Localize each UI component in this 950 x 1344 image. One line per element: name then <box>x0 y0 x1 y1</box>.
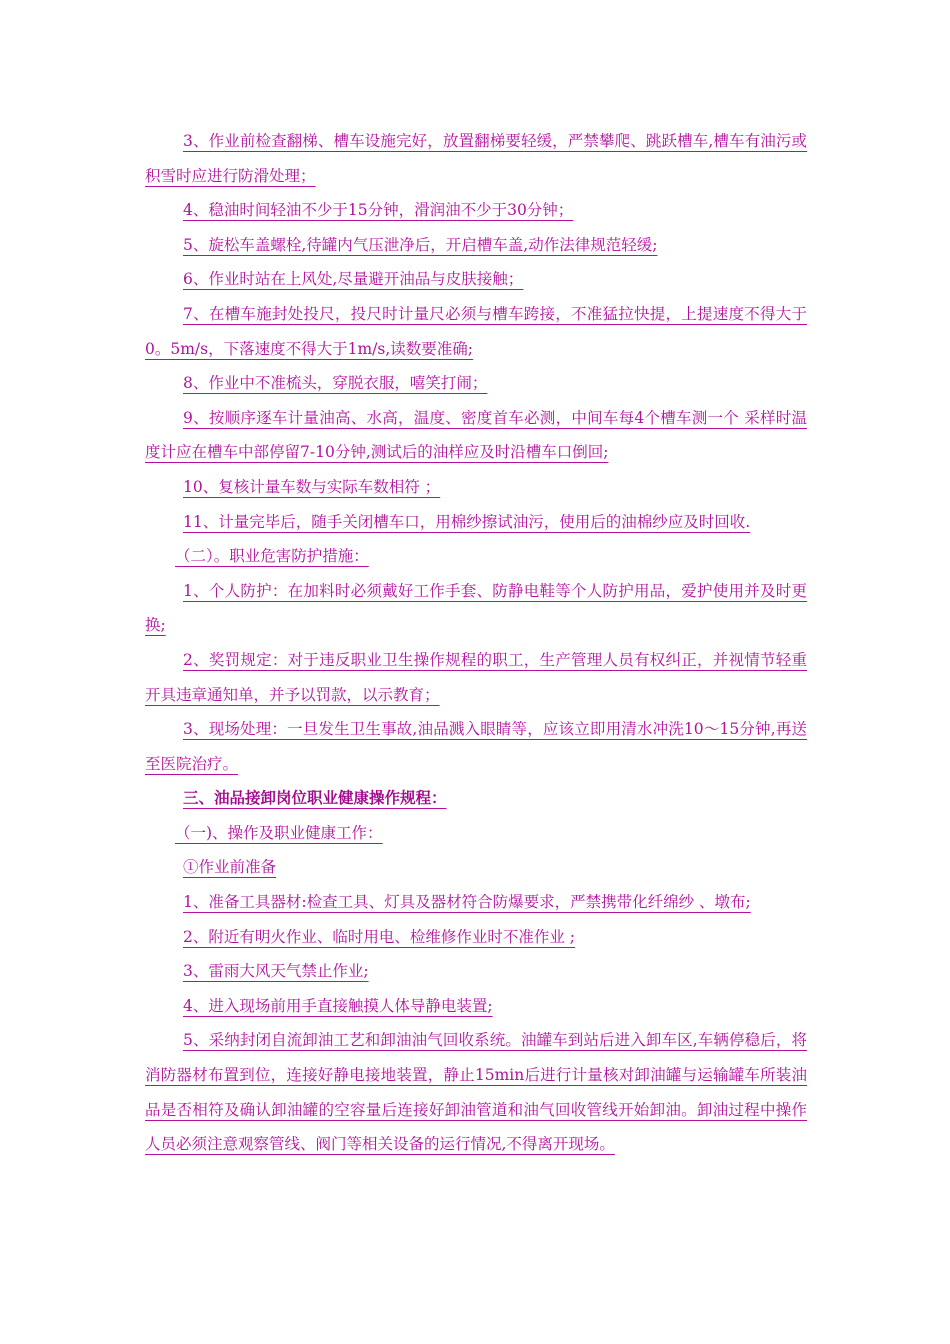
section-heading-oil-unloading: 三、油品接卸岗位职业健康操作规程： <box>183 788 447 808</box>
paragraph-onsite-treatment: 3、现场处理：一旦发生卫生事故,油品溅入眼睛等，应该立即用清水冲洗10～15分钟,再送至医院治疗。 <box>145 720 807 773</box>
paragraph-item-8-conduct: 8、作业中不准梳头，穿脱衣服，嘻笑打闹； <box>183 374 488 393</box>
paragraph-item-5-open-lid: 5、旋松车盖螺栓,待罐内气压泄净后，开启槽车盖,动作法律规范轻缓; <box>183 235 658 254</box>
paragraph-item-9-measurement: 9、按顺序逐车计量油高、水高，温度、密度首车必测，中间车每4个槽车测一个 采样时温度计应在槽车中部停留7-10分钟,测试后的油样应及时沿槽车口倒回; <box>145 408 807 462</box>
paragraph-prep-unloading-process: 5、采纳封闭自流卸油工艺和卸油油气回收系统。油罐车到站后进入卸车区,车辆停稳后，将消防器材布置到位，连接好静电接地装置，静止15min后进行计量核对卸油罐与运输罐车所装油品是否相符及确认卸油罐的空容量后连接好卸油管道和油气回收管线开始卸油。卸油过程中操作人员必须注意观察管线、阀门等相关设备的运行情况,不得离开现场。 <box>145 1031 807 1154</box>
paragraph-item-10-recheck: 10、复核计量车数与实际车数相符 ； <box>183 477 441 496</box>
paragraph-item-3-ladder-check: 3、作业前检查翻梯、槽车设施完好，放置翻梯要轻缓，严禁攀爬、跳跃槽车,槽车有油污或积雪时应进行防滑处理； <box>145 132 807 185</box>
paragraph-rewards-penalties: 2、奖罚规定：对于违反职业卫生操作规程的职工，生产管理人员有权纠正，并视情节轻重开具违章通知单，并予以罚款，以示教育； <box>145 650 807 704</box>
paragraph-item-11-close: 11、计量完毕后，随手关闭槽车口，用棉纱擦试油污，使用后的油棉纱应及时回收. <box>183 512 751 531</box>
paragraph-item-7-gauging: 7、在槽车施封处投尺，投尺时计量尺必须与槽车跨接，不准猛拉快提，上提速度不得大于0。5m/s，下落速度不得大于1m/s,读数要准确; <box>145 304 807 358</box>
paragraph-item-4-settling-time: 4、稳油时间轻油不少于15分钟，滑润油不少于30分钟； <box>183 201 574 220</box>
subsection-heading-operations: （一)、操作及职业健康工作： <box>175 823 383 842</box>
paragraph-prep-tools: 1、准备工具器材:检查工具、灯具及器材符合防爆要求，严禁携带化纤绵纱 、墩布; <box>183 893 751 912</box>
section-heading-protection-measures: （二）。职业危害防护措施： <box>175 547 369 566</box>
subsection-heading-preparation: ①作业前准备 <box>183 858 277 877</box>
paragraph-prep-weather: 3、雷雨大风天气禁止作业; <box>183 962 369 981</box>
document-page <box>145 124 807 1162</box>
paragraph-prep-no-fire: 2、附近有明火作业、临时用电、检维修作业时不准作业 ; <box>183 927 576 946</box>
paragraph-item-6-upwind: 6、作业时站在上风处,尽量避开油品与皮肤接触； <box>183 270 524 289</box>
paragraph-personal-protection: 1、个人防护：在加料时必须戴好工作手套、防静电鞋等个人防护用品，爱护使用并及时更换; <box>145 581 807 635</box>
paragraph-prep-static: 4、进入现场前用手直接触摸人体导静电装置; <box>183 996 493 1015</box>
